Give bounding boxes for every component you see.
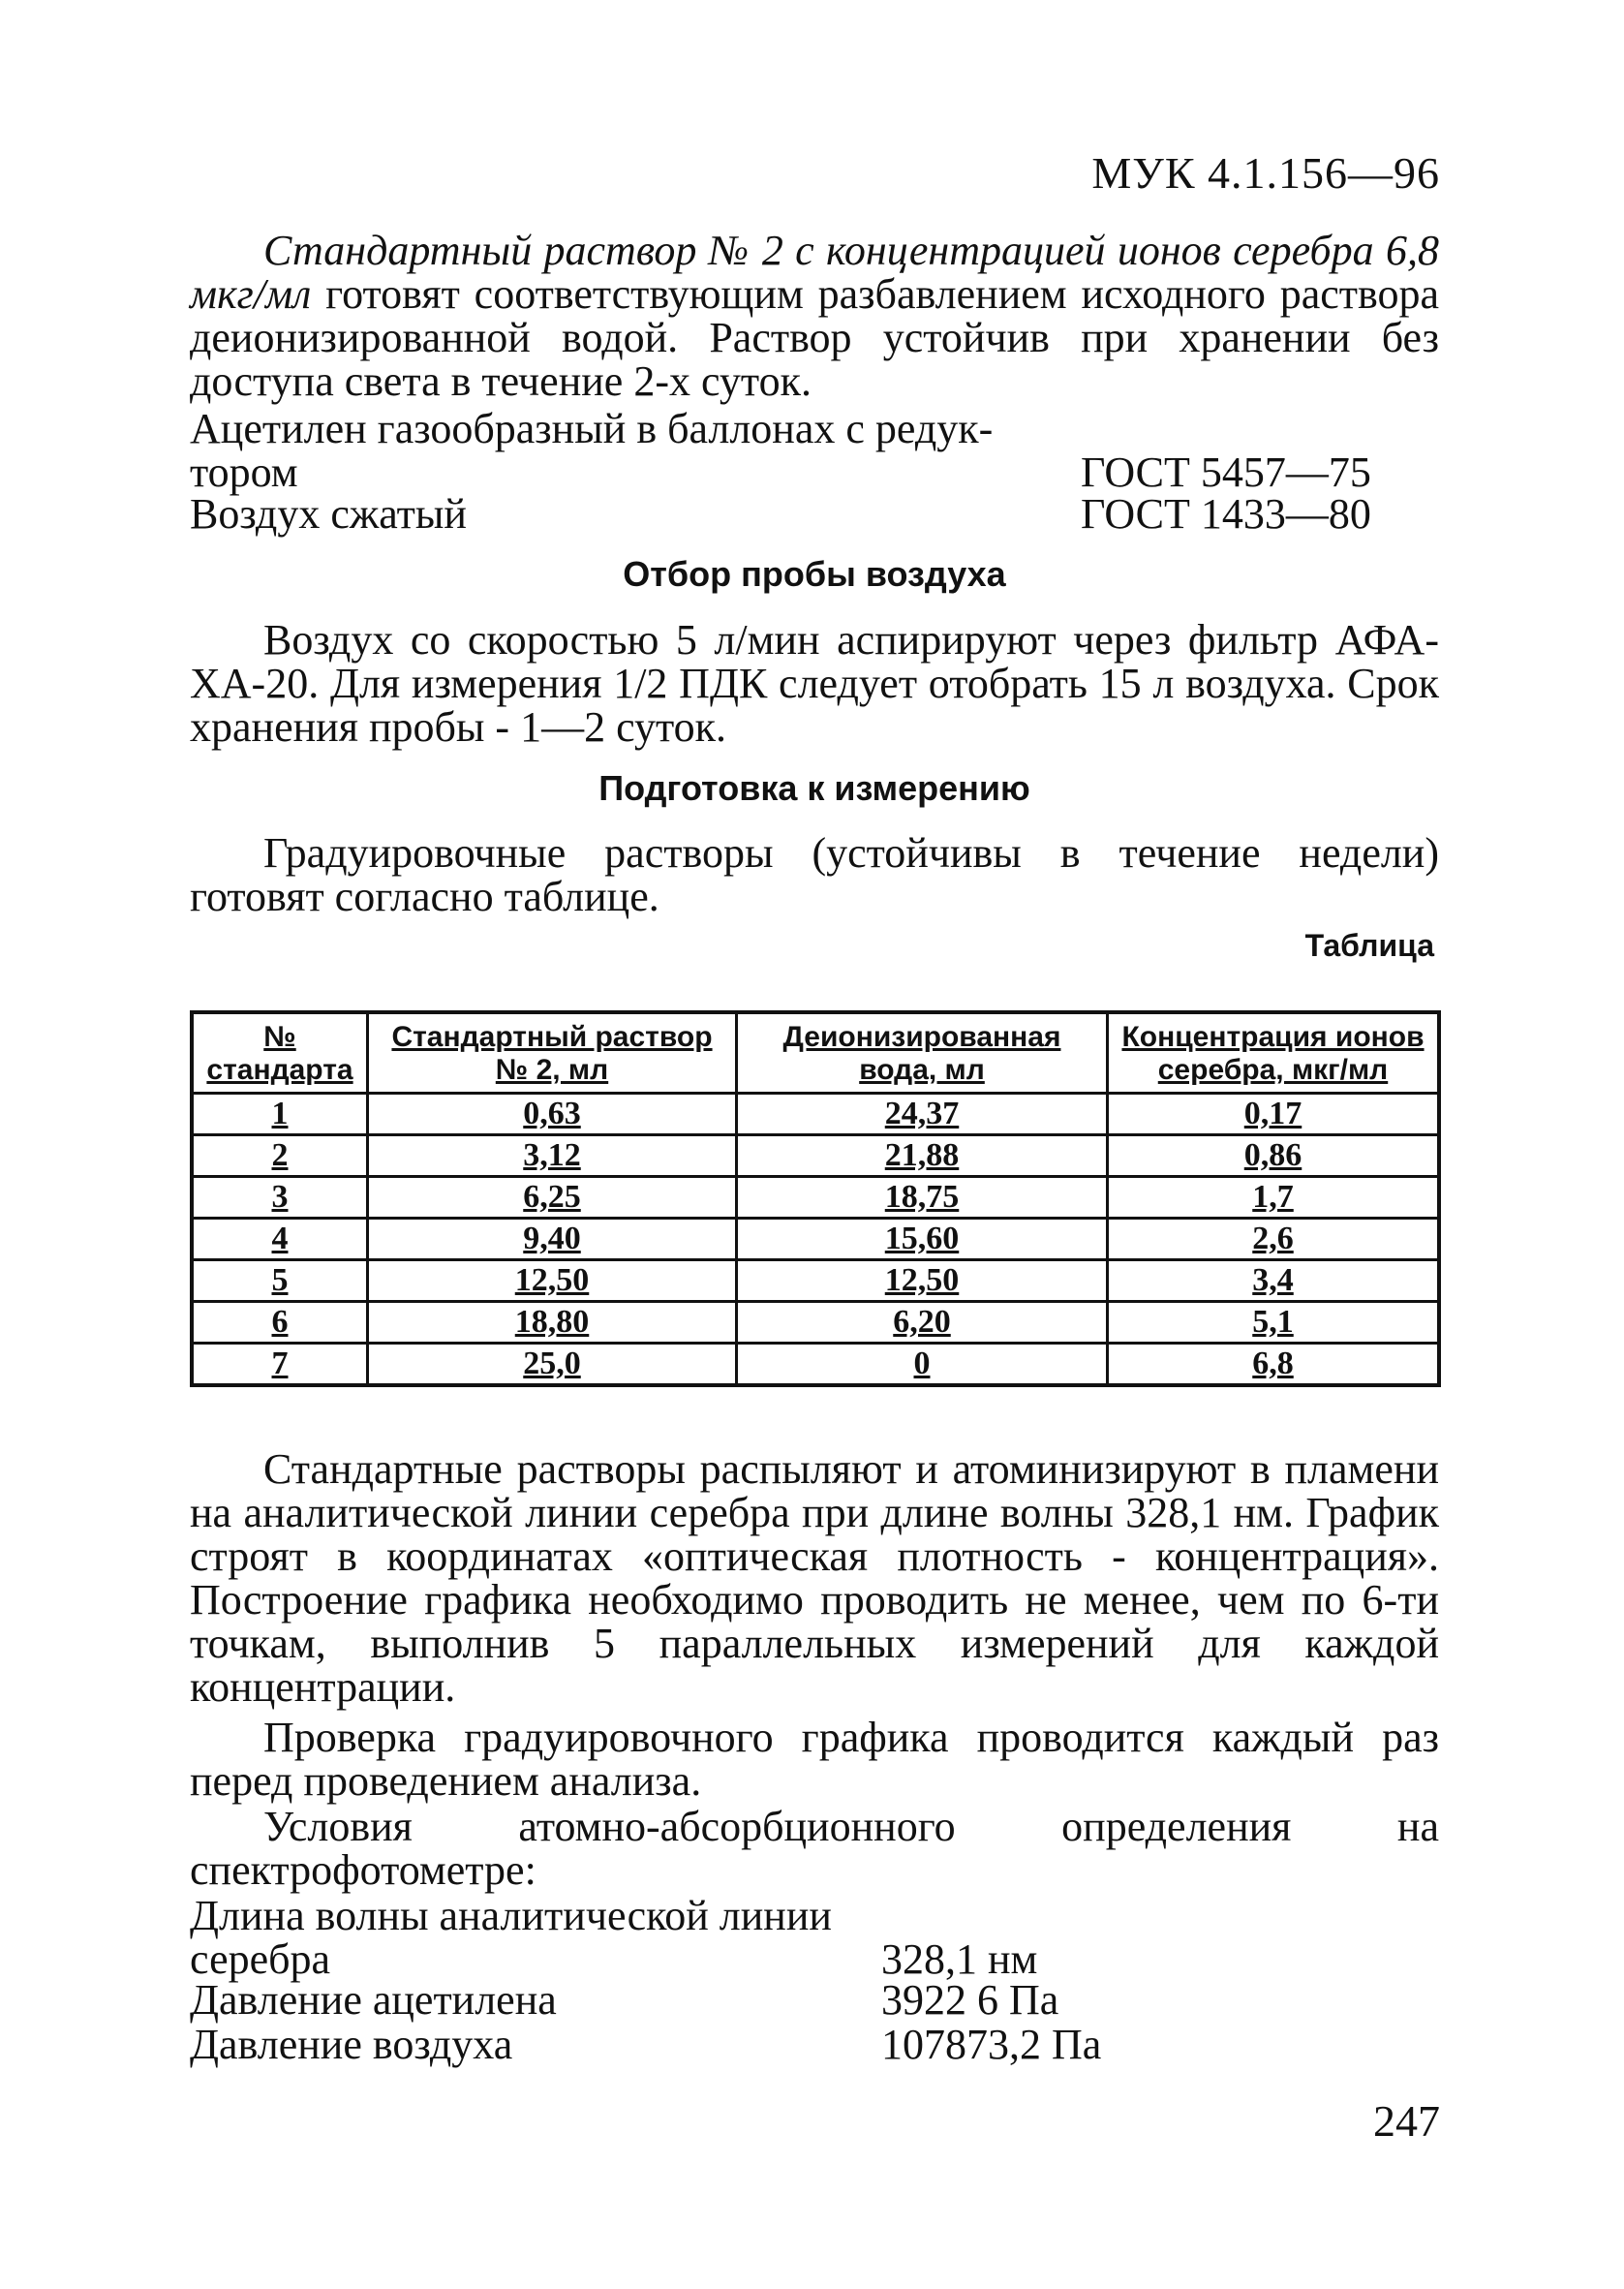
table-cell: 21,88 <box>737 1135 1108 1177</box>
table-header-cell: Стандартный раствор № 2, мл <box>368 1012 737 1094</box>
condition-value: 107873,2 Па <box>881 2021 1102 2068</box>
table-cell: 1,7 <box>1108 1177 1440 1219</box>
condition-label: Длина волны аналитической линии серебра <box>190 1892 832 1983</box>
paragraph-italic-lead: Стандартный раствор № 2 с концентрацией ионов серебра 6,8 мкг/мл <box>190 227 1439 318</box>
paragraph-conditions-intro: Условия атомно-абсорбционного определения на спектрофотометре: <box>190 1803 1439 1894</box>
paragraph-preparation: Градуировочные растворы (устойчивы в течение недели) готовят согласно таблице. <box>190 829 1439 920</box>
table-cell: 0,86 <box>1108 1135 1440 1177</box>
table-cell: 6 <box>192 1302 368 1344</box>
table-cell: 4 <box>192 1219 368 1260</box>
table-row <box>192 1219 1439 1260</box>
paragraph-rest: готовят соответствующим разбавлением исходного раствора деионизированной водой. Раствор устойчив при хранении без доступа света в течение 2-х суток. <box>190 270 1439 405</box>
condition-row-air-pressure <box>190 2023 1101 2066</box>
section-heading-preparation: Подготовка к измерению <box>598 768 1030 808</box>
table-cell: 0,17 <box>1108 1094 1440 1135</box>
table-cell: 15,60 <box>737 1219 1108 1260</box>
table-row <box>192 1260 1439 1302</box>
condition-value: 328,1 нм <box>881 1935 1038 1983</box>
table-cell: 1 <box>192 1094 368 1135</box>
condition-row-acetylene-pressure <box>190 1978 1058 2022</box>
condition-label: Давление ацетилена <box>190 1976 557 2024</box>
table-row <box>192 1177 1439 1219</box>
table-header-cell: Концентрация ионов серебра, мкг/мл <box>1108 1012 1440 1094</box>
reagent-gost: ГОСТ 5457—75 <box>1081 449 1371 496</box>
reagent-row-acetylene <box>190 407 1400 494</box>
condition-row-wavelength <box>190 1894 1037 1981</box>
table-cell: 6,25 <box>368 1177 737 1219</box>
reagent-name: Ацетилен газообразный в баллонах с редук- тором <box>190 405 994 496</box>
table-cell: 12,50 <box>368 1260 737 1302</box>
table-row <box>192 1344 1439 1386</box>
paragraph-spraying: Стандартные растворы распыляют и атоминизируют в пламени на аналитической линии серебра при длине волны 328,1 нм. График строят в координатах «оптическая плотность - концентрация». Построение графика необходимо проводить не менее, чем по 6-ти точкам, выполнив 5 параллельных измерений для каждой концентрации. <box>190 1445 1439 1711</box>
table-cell: 3 <box>192 1177 368 1219</box>
table-cell: 9,40 <box>368 1219 737 1260</box>
paragraph-standard-solution <box>190 229 1439 403</box>
table-cell: 2,6 <box>1108 1219 1440 1260</box>
table-header-cell: Деионизированная вода, мл <box>737 1012 1108 1094</box>
reagent-gost: ГОСТ 1433—80 <box>1081 490 1371 538</box>
table-cell: 5,1 <box>1108 1302 1440 1344</box>
paragraph-verification: Проверка градуировочного графика проводится каждый раз перед проведением анализа. <box>190 1714 1439 1805</box>
table-caption: Таблица <box>1304 928 1434 963</box>
table-cell: 25,0 <box>368 1344 737 1386</box>
table-cell: 24,37 <box>737 1094 1108 1135</box>
reagent-name: Воздух сжатый <box>190 490 467 538</box>
document-header: МУК 4.1.156—96 <box>1091 148 1440 198</box>
table-cell: 7 <box>192 1344 368 1386</box>
section-heading-sampling: Отбор пробы воздуха <box>623 554 1006 594</box>
table-cell: 2 <box>192 1135 368 1177</box>
reagent-row-air <box>190 492 1400 536</box>
table-cell: 0,63 <box>368 1094 737 1135</box>
table-row <box>192 1135 1439 1177</box>
table-cell: 18,80 <box>368 1302 737 1344</box>
table-cell: 3,12 <box>368 1135 737 1177</box>
table-cell: 18,75 <box>737 1177 1108 1219</box>
condition-label: Давление воздуха <box>190 2021 513 2068</box>
table-cell: 3,4 <box>1108 1260 1440 1302</box>
page-number: 247 <box>1373 2096 1440 2146</box>
table-cell: 6,20 <box>737 1302 1108 1344</box>
calibration-table <box>190 1010 1441 1387</box>
paragraph-sampling: Воздух со скоростью 5 л/мин аспирируют через фильтр АФА-ХА-20. Для измерения 1/2 ПДК следует отобрать 15 л воздуха. Срок хранения пробы - 1—2 суток. <box>190 616 1439 751</box>
table-row <box>192 1094 1439 1135</box>
table-header-cell: № стандарта <box>192 1012 368 1094</box>
table-header-row <box>192 1012 1439 1094</box>
table-cell: 5 <box>192 1260 368 1302</box>
condition-value: 3922 6 Па <box>881 1976 1059 2024</box>
table-cell: 6,8 <box>1108 1344 1440 1386</box>
table-row <box>192 1302 1439 1344</box>
table-cell: 12,50 <box>737 1260 1108 1302</box>
table-cell: 0 <box>737 1344 1108 1386</box>
